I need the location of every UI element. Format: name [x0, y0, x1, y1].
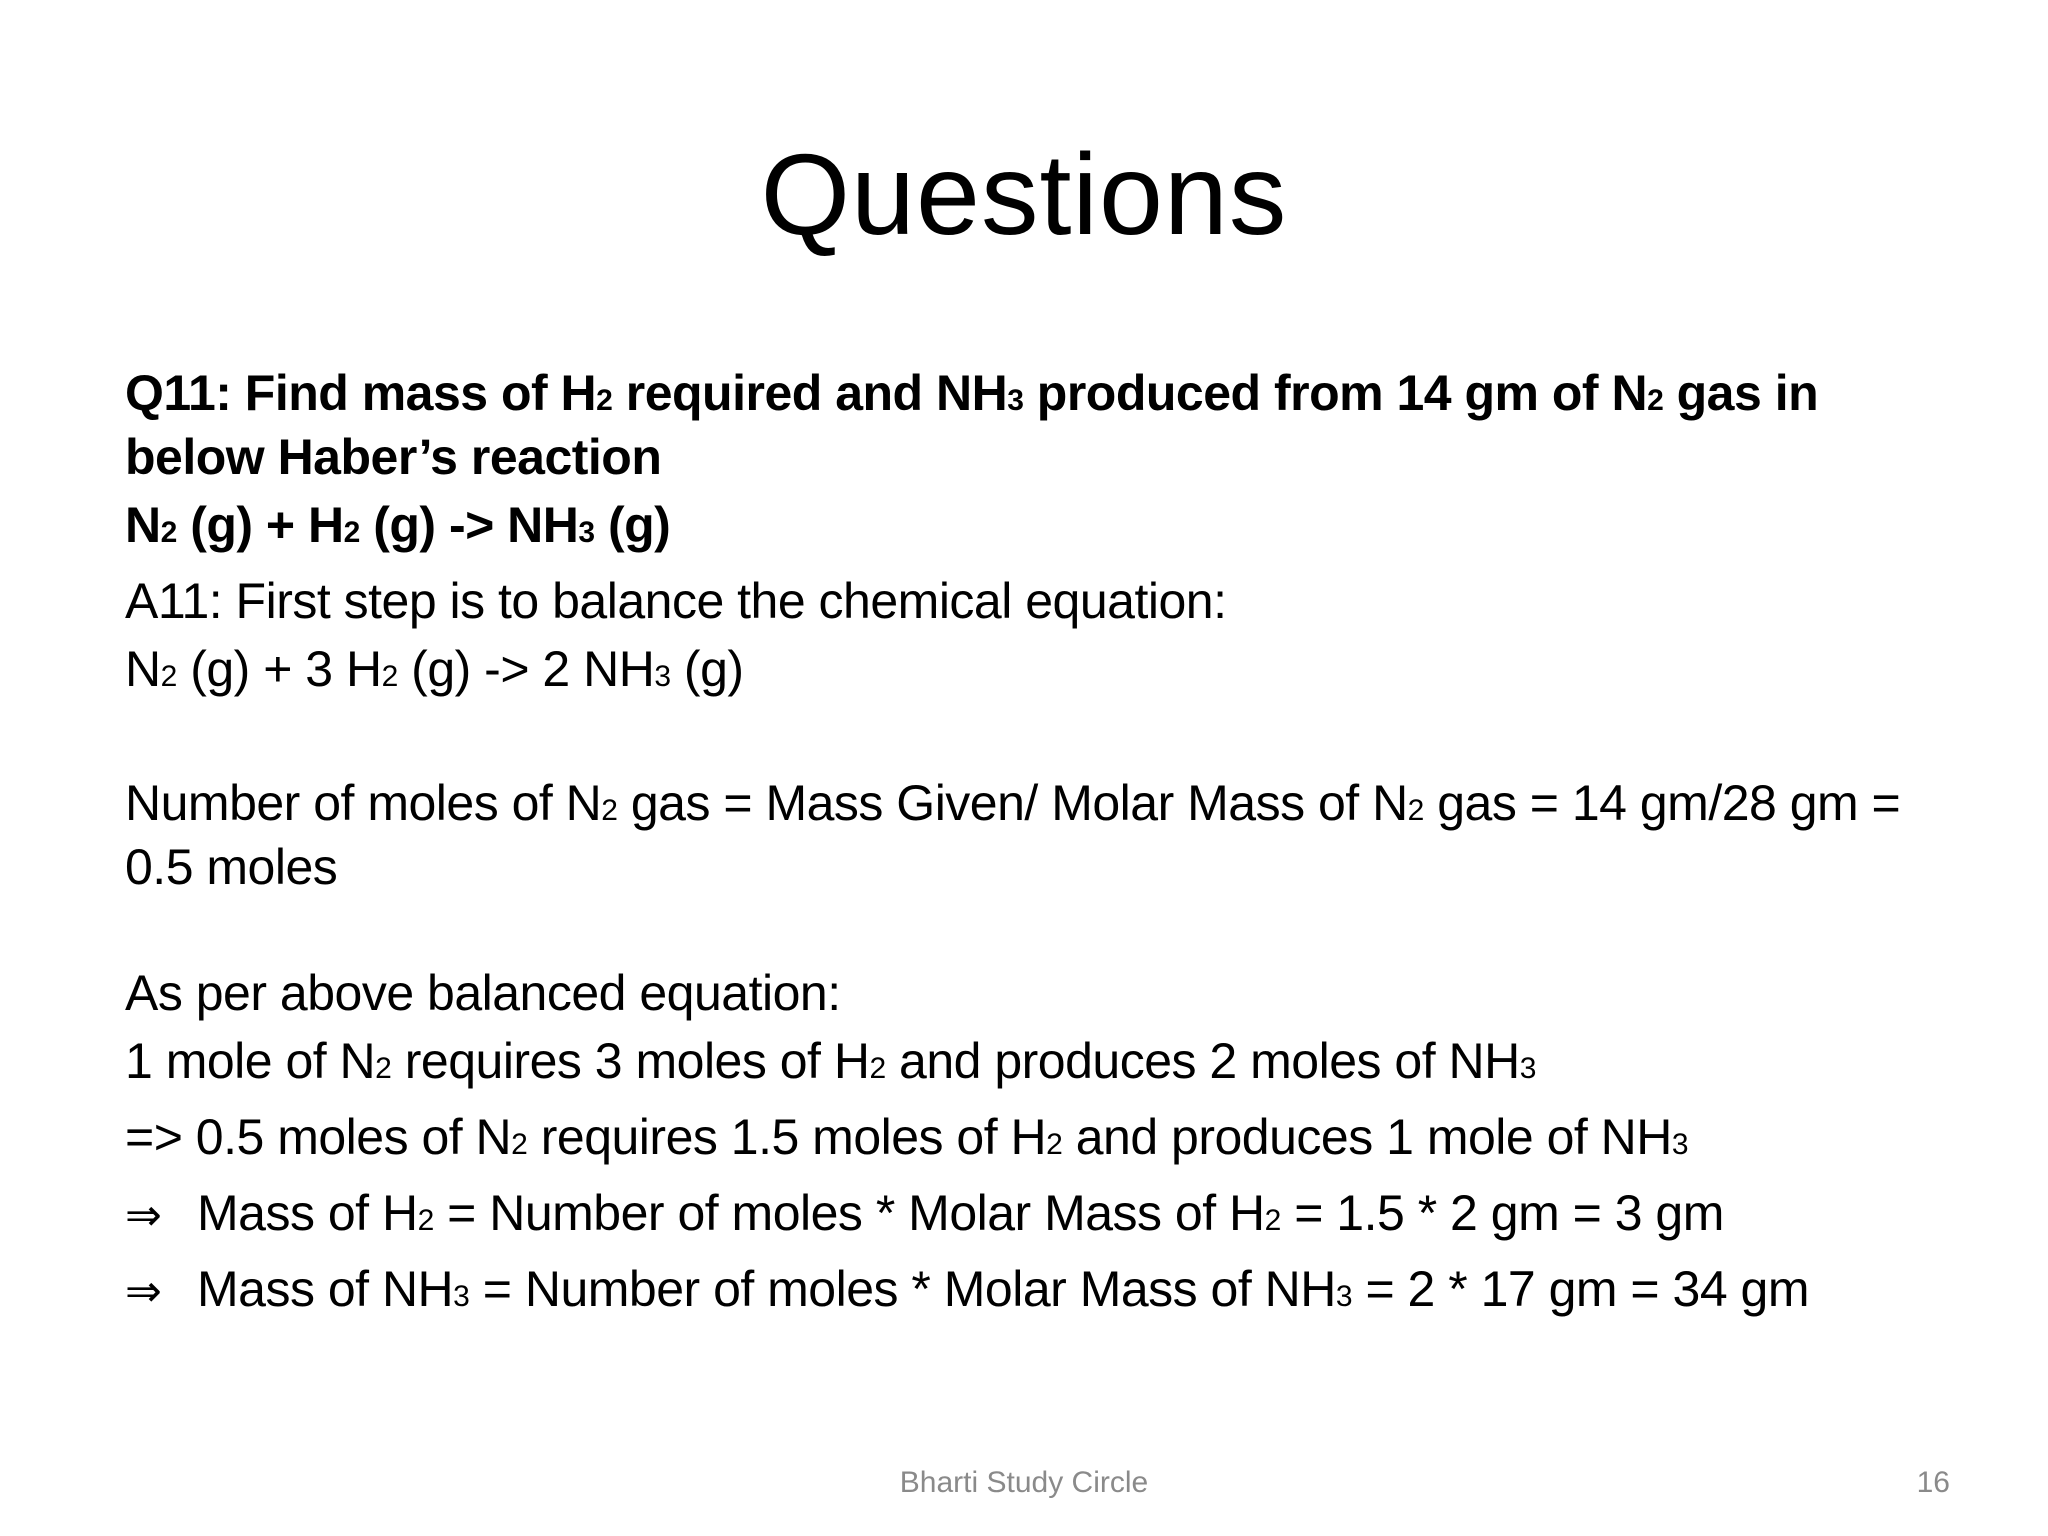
mass-part: Mass of H — [197, 1185, 418, 1241]
slide-body — [125, 365, 1945, 1325]
subscript: 2 — [381, 660, 398, 693]
reaction-part: (g) + H — [176, 497, 344, 553]
reaction-part: N — [125, 497, 161, 553]
ratio-part: requires 3 moles of H — [391, 1033, 870, 1089]
subscript: 2 — [417, 1204, 434, 1237]
subscript: 3 — [1519, 1052, 1536, 1085]
subscript: 2 — [160, 660, 177, 693]
moles-part: gas = Mass Given/ Molar Mass of N — [617, 775, 1408, 831]
implies-arrow-icon: ⇒ — [125, 1190, 162, 1241]
page-number: 16 — [1916, 1466, 1950, 1499]
question-text-part: required and NH — [612, 365, 1008, 421]
scaled-part: => 0.5 moles of N — [125, 1109, 512, 1165]
subscript: 3 — [578, 516, 595, 549]
scaled-part: and produces 1 mole of NH — [1062, 1109, 1672, 1165]
equation-part: N — [125, 641, 161, 697]
mass-nh3-line — [125, 1261, 1945, 1325]
ratio-part: 1 mole of N — [125, 1033, 376, 1089]
subscript: 2 — [343, 516, 360, 549]
equation-part: (g) — [670, 641, 744, 697]
scaled-part: requires 1.5 moles of H — [527, 1109, 1047, 1165]
question-text — [125, 365, 1945, 485]
balanced-equation — [125, 641, 1945, 705]
footer-text: Bharti Study Circle — [899, 1466, 1149, 1499]
question-text-part: produced from 14 gm of N — [1023, 365, 1648, 421]
subscript: 2 — [375, 1052, 392, 1085]
question-text-part: Q11: Find mass of H — [125, 365, 597, 421]
moles-part: gas = 14 gm/28 gm = 0.5 moles — [125, 775, 1901, 895]
moles-part: Number of moles of N — [125, 775, 602, 831]
subscript: 2 — [601, 794, 618, 827]
mass-h2-line — [125, 1185, 1945, 1249]
reaction-part: (g) — [594, 497, 671, 553]
subscript: 3 — [1335, 1280, 1353, 1313]
subscript: 3 — [654, 660, 671, 693]
mole-ratio — [125, 1033, 1945, 1097]
ratio-part: and produces 2 moles of NH — [885, 1033, 1520, 1089]
moles-calculation — [125, 775, 1945, 895]
subscript: 2 — [1046, 1128, 1063, 1161]
as-per-heading: As per above balanced equation: — [125, 965, 841, 1021]
question-text-part: gas in below Haber’s reaction — [125, 365, 1819, 485]
mass-part: = 2 * 17 gm = 34 gm — [1352, 1261, 1809, 1317]
scaled-ratio — [125, 1109, 1945, 1173]
answer-intro: A11: First step is to balance the chemical equation: — [125, 573, 1227, 629]
implies-arrow-icon: ⇒ — [125, 1266, 162, 1317]
subscript: 3 — [1671, 1128, 1689, 1161]
subscript: 2 — [869, 1052, 886, 1085]
subscript: 2 — [511, 1128, 528, 1161]
equation-part: (g) -> 2 NH — [397, 641, 655, 697]
subscript: 2 — [160, 516, 177, 549]
subscript: 2 — [1407, 794, 1424, 827]
mass-part: = Number of moles * Molar Mass of NH — [469, 1261, 1336, 1317]
reaction-part: (g) -> NH — [359, 497, 579, 553]
mass-part: = 1.5 * 2 gm = 3 gm — [1280, 1185, 1724, 1241]
equation-part: (g) + 3 H — [176, 641, 382, 697]
question-reaction — [125, 497, 1945, 561]
slide-title: Questions — [760, 131, 1288, 259]
subscript: 2 — [1647, 384, 1664, 417]
subscript: 3 — [453, 1280, 470, 1313]
mass-part: Mass of NH — [197, 1261, 454, 1317]
mass-part: = Number of moles * Molar Mass of H — [433, 1185, 1265, 1241]
subscript: 2 — [596, 384, 613, 417]
subscript: 3 — [1007, 384, 1024, 417]
subscript: 2 — [1264, 1204, 1281, 1237]
